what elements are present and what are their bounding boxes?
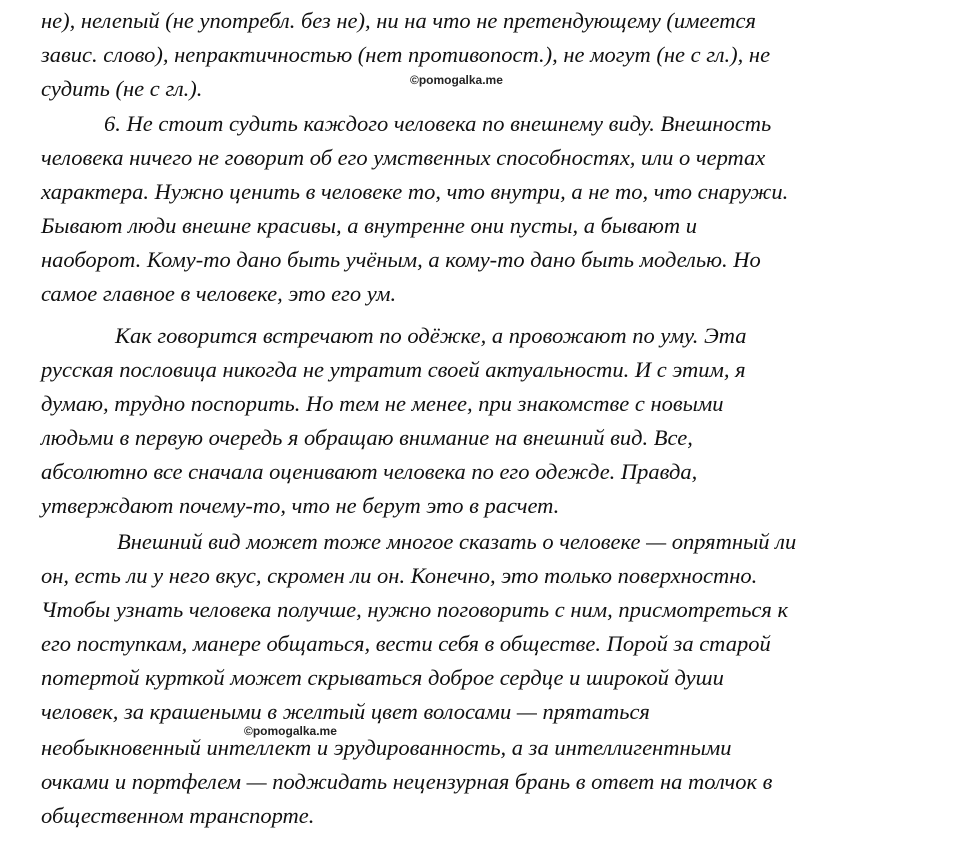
watermark-bottom: ©pomogalka.me — [244, 724, 337, 738]
watermark-top: ©pomogalka.me — [410, 73, 503, 87]
paragraph-6-line: Бывают люди внешне красивы, а внутренне они пусты, а бывают и — [41, 213, 697, 238]
proverb-paragraph-line: Как говорится встречают по одёжке, а провожают по уму. Эта — [115, 323, 747, 348]
proverb-paragraph-line: абсолютно все сначала оценивают человека по его одежде. Правда, — [41, 459, 698, 484]
appearance-paragraph-line: потертой курткой может скрываться доброе сердце и широкой души — [41, 665, 724, 690]
proverb-paragraph-line: людьми в первую очередь я обращаю внимание на внешний вид. Все, — [41, 425, 693, 450]
paragraph-6-line: 6. Не стоит судить каждого человека по внешнему виду. Внешность — [104, 111, 772, 136]
appearance-paragraph-line: очками и портфелем — поджидать нецензурная брань в ответ на толчок в — [41, 769, 773, 794]
proverb-paragraph-line: думаю, трудно поспорить. Но тем не менее, при знакомстве с новыми — [41, 391, 724, 416]
appearance-paragraph-line: необыкновенный интеллект и эрудированность, а за интеллигентными — [41, 735, 732, 760]
appearance-paragraph-line: человек, за крашеными в желтый цвет волосами — прятаться — [41, 699, 650, 724]
appearance-paragraph-line: Внешний вид может тоже многое сказать о человеке — опрятный ли — [117, 529, 797, 554]
paragraph-6-line: человека ничего не говорит об его умственных способностях, или о чертах — [41, 145, 766, 170]
proverb-paragraph-line: русская пословица никогда не утратит своей актуальности. И с этим, я — [41, 357, 746, 382]
paragraph-6-line: наоборот. Кому-то дано быть учёным, а кому-то дано быть моделью. Но — [41, 247, 761, 272]
proverb-paragraph-line: утверждают почему-то, что не берут это в расчет. — [41, 493, 560, 518]
fragment-line: завис. слово), непрактичностью (нет противопост.), не могут (не с гл.), не — [41, 42, 771, 67]
appearance-paragraph-line: Чтобы узнать человека получше, нужно поговорить с ним, присмотреться к — [41, 597, 789, 622]
paragraph-6-line: самое главное в человеке, это его ум. — [41, 281, 397, 306]
fragment-line: не), нелепый (не употребл. без не), ни на что не претендующему (имеется — [41, 8, 756, 33]
appearance-paragraph-line: он, есть ли у него вкус, скромен ли он. Конечно, это только поверхностно. — [41, 563, 758, 588]
paragraph-6-line: характера. Нужно ценить в человеке то, что внутри, а не то, что снаружи. — [41, 179, 789, 204]
fragment-line: судить (не с гл.). — [41, 76, 203, 101]
appearance-paragraph-line: его поступкам, манере общаться, вести себя в обществе. Порой за старой — [41, 631, 771, 656]
appearance-paragraph-line: общественном транспорте. — [41, 803, 315, 828]
